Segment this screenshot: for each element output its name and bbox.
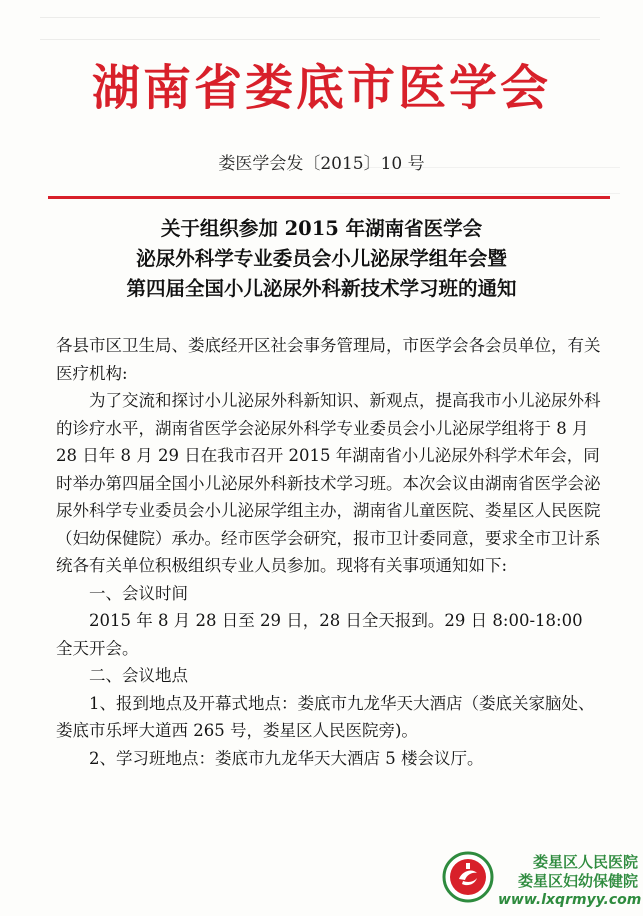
class-location-paragraph: 2、学习班地点：娄底市九龙华天大酒店 5 楼会议厅。 [89, 748, 484, 768]
registration-location-paragraph: 1、报到地点及开幕式地点：娄底市九龙华天大酒店（娄底关家脑处、娄底市乐坪大道西 265 号，娄星区人民医院旁)。 [56, 693, 595, 740]
notice-title [0, 214, 643, 304]
section-heading-location: 二、会议地点 [89, 666, 188, 685]
watermark-text [498, 853, 642, 910]
watermark-maternity-name: 娄星区妇幼保健院 [517, 872, 638, 890]
notice-body [56, 332, 604, 772]
section-heading-time: 一、会议时间 [89, 583, 188, 603]
notice-title-line: 第四届全国小儿泌尿外科新技术学习班的通知 [126, 277, 517, 300]
intro-paragraph: 为了交流和探讨小儿泌尿外科新知识、新观点，提高我市小儿泌尿外科的诊疗水平，湖南省医学会泌尿外科学专业委员会小儿泌尿学组将于 8 月 28 日年 8 月 29 日在我市召开 2015 年湖南省小儿泌尿外科学术年会，同时举办第四届全国小儿泌尿外科新技术学习班。本次会议由湖南省医学会泌尿外科学专业委员会小儿泌尿学组主办，湖南省儿童医院、娄星区人民医院（妇幼保健院）承办。经市医学会研究，报市卫计委同意，要求全市卫计系统各有关单位积极组织专业人员参加。现将有关事项通知如下: [56, 391, 601, 575]
meeting-time-paragraph: 2015 年 8 月 28 日至 29 日，28 日全天报到。29 日 8:00-18:00 全天开会。 [56, 611, 583, 658]
hospital-logo-icon [442, 851, 494, 903]
document-number: 娄医学会发〔2015〕10 号 [218, 154, 425, 174]
red-divider-line [48, 196, 610, 199]
watermark-url: www.lxqrmyy.com [498, 892, 642, 908]
organization-title: 湖南省娄底市医学会 [91, 60, 551, 116]
recipients-paragraph: 各县市区卫生局、娄底经开区社会事务管理局，市医学会各会员单位，有关医疗机构: [56, 336, 601, 383]
notice-title-line: 泌尿外科学专业委员会小儿泌尿学组年会暨 [136, 247, 507, 270]
watermark-hospital-name: 娄星区人民医院 [532, 853, 638, 871]
notice-title-line: 关于组织参加 2015 年湖南省医学会 [160, 217, 483, 240]
bleed-through-text [40, 4, 600, 54]
